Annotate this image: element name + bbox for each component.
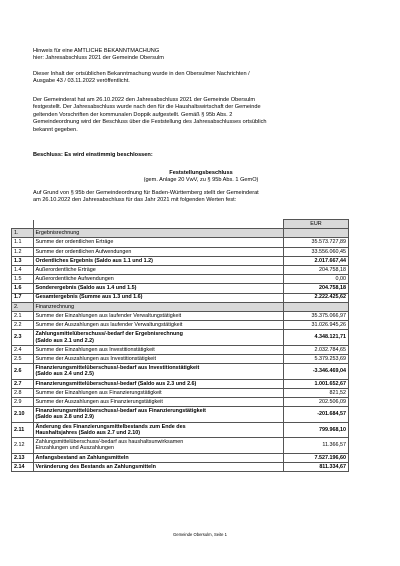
table-row <box>12 238 349 247</box>
table-row <box>12 256 349 265</box>
row-value: 5.379.253,69 <box>284 354 349 363</box>
row-label <box>33 345 284 354</box>
row-value: 821,52 <box>284 388 349 397</box>
lead-line-2: am 26.10.2022 den Jahresabschluss für das Jahr 2021 mit folgenden Werten fest: <box>33 197 237 204</box>
table-row <box>12 422 349 438</box>
decision-subtitle: (gem. Anlage 20 VwV, zu § 95b Abs. 1 GemO) <box>143 177 259 184</box>
row-label <box>33 321 284 330</box>
row-label <box>33 422 284 438</box>
decision-heading <box>33 170 369 185</box>
row-value: 202.506,09 <box>284 398 349 407</box>
table-row <box>12 364 349 380</box>
row-number: 2.4 <box>12 345 34 354</box>
row-number: 2.5 <box>12 354 34 363</box>
row-number: 2.8 <box>12 388 34 397</box>
table-row <box>12 293 349 302</box>
financial-table <box>11 219 349 472</box>
council-line-4: Gemeindeordnung wird der Beschluss über die Feststellung des Jahresabschlusses ortsüblich <box>33 119 267 126</box>
table-row <box>12 438 349 454</box>
row-label-line-1: Finanzierungsmittelüberschuss/-bedarf aus Investitionstätigkeit <box>35 365 200 372</box>
row-label-line-1: Anfangsbestand an Zahlungsmitteln <box>35 454 129 461</box>
row-number: 1.3 <box>12 256 34 265</box>
row-label <box>33 330 284 346</box>
row-label <box>33 462 284 471</box>
row-label <box>33 398 284 407</box>
row-label-line-2: Haushaltsjahres (Saldo aus 2.7 und 2.10) <box>35 429 141 436</box>
row-label-line-1: Ergebnisrechnung <box>35 230 80 237</box>
lead-paragraph <box>33 190 369 205</box>
table-header-row <box>12 220 349 229</box>
row-label-line-1: Veränderung des Bestands an Zahlungsmitteln <box>35 463 156 470</box>
row-label-line-1: Sonderergebnis (Saldo aus 1.4 und 1.5) <box>35 285 137 292</box>
resolution-text: Beschluss: Es wird einstimmig beschlossen: <box>33 152 153 158</box>
table-row <box>12 330 349 346</box>
row-value: 11.366,57 <box>284 438 349 454</box>
row-number: 2.11 <box>12 422 34 438</box>
table-row <box>12 345 349 354</box>
section-row <box>12 302 349 311</box>
row-number: 2.6 <box>12 364 34 380</box>
row-label <box>33 256 284 265</box>
row-label <box>33 302 284 311</box>
table-row <box>12 311 349 320</box>
row-label <box>33 265 284 274</box>
row-value: 799.968,10 <box>284 422 349 438</box>
row-value: 7.527.196,60 <box>284 453 349 462</box>
row-label <box>33 453 284 462</box>
row-number: 2.3 <box>12 330 34 346</box>
row-number: 2.2 <box>12 321 34 330</box>
row-value: 2.017.667,44 <box>284 256 349 265</box>
row-label <box>33 275 284 284</box>
row-label <box>33 438 284 454</box>
row-label <box>33 407 284 423</box>
table-row <box>12 462 349 471</box>
row-label-line-2: (Saldo aus 2.4 und 2.5) <box>35 371 94 378</box>
row-label <box>33 364 284 380</box>
row-number: 1.1 <box>12 238 34 247</box>
row-label-line-1: Summe der Einzahlungen aus laufender Verwaltungstätigkeit <box>35 312 182 319</box>
row-label <box>33 354 284 363</box>
row-label-line-1: Finanzierungsmittelüberschuss/-bedarf (Saldo aus 2.3 und 2.6) <box>35 380 197 387</box>
table-row <box>12 354 349 363</box>
intro-paragraph <box>33 71 369 86</box>
table-row <box>12 284 349 293</box>
row-label-line-1: Summe der Einzahlungen aus Investitionstätigkeit <box>35 346 155 353</box>
row-label-line-2: (Saldo aus 2.1 und 2.2) <box>35 337 94 344</box>
notice-heading <box>33 48 369 63</box>
row-number: 1.4 <box>12 265 34 274</box>
row-value: 4.348.121,71 <box>284 330 349 346</box>
row-label-line-1: Summe der Auszahlungen aus Investitionstätigkeit <box>35 355 156 362</box>
table-row <box>12 265 349 274</box>
page-footer: Gemeinde Obersulm, Seite 1 <box>173 532 227 537</box>
row-label <box>33 379 284 388</box>
row-label-line-1: Summe der Auszahlungen aus laufender Verwaltungstätigkeit <box>35 322 183 329</box>
table-row <box>12 388 349 397</box>
row-value: 35.375.066,97 <box>284 311 349 320</box>
table-row <box>12 453 349 462</box>
lead-line-1: Auf Grund von § 95b der Gemeindeordnung für Baden-Württemberg stellt der Gemeinderat <box>33 190 259 196</box>
row-value: 2.222.425,62 <box>284 293 349 302</box>
row-number: 2.13 <box>12 453 34 462</box>
intro-line-2: Ausgabe 43 / 03.11.2022 veröffentlicht. <box>33 78 130 85</box>
heading-line-2: hier: Jahresabschluss 2021 der Gemeinde Obersulm <box>33 55 164 62</box>
row-label-line-1: Außerordentliche Erträge <box>35 266 96 273</box>
row-label-line-1: Zahlungsmittelüberschuss/-bedarf aus haushaltsunwirksamen <box>35 439 184 446</box>
row-value: 2.032.784,65 <box>284 345 349 354</box>
row-label-line-1: Gesamtergebnis (Summe aus 1.3 und 1.6) <box>35 294 143 301</box>
council-paragraph <box>33 97 369 134</box>
section-row <box>12 229 349 238</box>
row-label-line-1: Summe der ordentlichen Aufwendungen <box>35 248 132 255</box>
table-row <box>12 321 349 330</box>
row-label <box>33 284 284 293</box>
row-label <box>33 247 284 256</box>
row-value: 0,00 <box>284 275 349 284</box>
table-row <box>12 398 349 407</box>
row-label-line-2: (Saldo aus 2.8 und 2.9) <box>35 414 94 421</box>
row-value: 811.334,67 <box>284 462 349 471</box>
row-value: 204.758,18 <box>284 265 349 274</box>
row-label-line-2: Einzahlungen und Auszahlungen <box>35 445 115 452</box>
row-label <box>33 388 284 397</box>
row-value: 35.573.727,89 <box>284 238 349 247</box>
row-label <box>33 311 284 320</box>
row-value: 33.556.060,45 <box>284 247 349 256</box>
row-number: 1.2 <box>12 247 34 256</box>
row-number: 2.10 <box>12 407 34 423</box>
council-line-2: festgestellt. Der Jahresabschluss wurde nach den für die Haushaltswirtschaft der Gemeinde <box>33 104 261 111</box>
currency-header: EUR <box>284 220 349 229</box>
row-label-line-1: Änderung des Finanzierungsmittelbestands zum Ende des <box>35 423 186 430</box>
row-number: 1. <box>12 229 34 238</box>
decision-title: Feststellungsbeschluss <box>169 170 233 176</box>
table-row <box>12 275 349 284</box>
row-value: 204.758,18 <box>284 284 349 293</box>
row-label <box>33 238 284 247</box>
row-number: 2.9 <box>12 398 34 407</box>
row-value: 31.026.945,26 <box>284 321 349 330</box>
table-row <box>12 379 349 388</box>
header-blank-cell <box>33 220 284 229</box>
council-line-5: bekannt gegeben. <box>33 126 78 133</box>
row-label <box>33 293 284 302</box>
row-value: -201.684,57 <box>284 407 349 423</box>
row-value <box>284 302 349 311</box>
row-label-line-1: Außerordentliche Aufwendungen <box>35 276 114 283</box>
council-line-1: Der Gemeinderat hat am 26.10.2022 den Jahresabschluss 2021 der Gemeinde Obersulm <box>33 97 256 103</box>
row-label-line-1: Finanzrechnung <box>35 303 75 310</box>
row-label-line-1: Summe der Auszahlungen aus Finanzierungstätigkeit <box>35 398 163 405</box>
row-value: -3.346.469,04 <box>284 364 349 380</box>
row-number: 2. <box>12 302 34 311</box>
row-number: 1.7 <box>12 293 34 302</box>
heading-line-1: Hinweis für eine AMTLICHE BEKANNTMACHUNG <box>33 48 160 54</box>
row-label-line-1: Zahlungsmittelüberschuss/-bedarf der Ergebnisrechnung <box>35 331 183 338</box>
row-number: 1.5 <box>12 275 34 284</box>
row-value <box>284 229 349 238</box>
row-value: 1.001.652,67 <box>284 379 349 388</box>
table-row <box>12 247 349 256</box>
row-label-line-1: Ordentliches Ergebnis (Saldo aus 1.1 und 1.2) <box>35 257 153 264</box>
row-number: 2.1 <box>12 311 34 320</box>
row-number: 2.14 <box>12 462 34 471</box>
row-number: 2.7 <box>12 379 34 388</box>
table-row <box>12 407 349 423</box>
council-line-3: geltenden Vorschriften der kommunalen Doppik aufgestellt. Gemäß § 95b Abs. 2 <box>33 111 233 118</box>
intro-line-1: Dieser Inhalt der ortsüblichen Bekanntmachung wurde in den Obersulmer Nachrichten / <box>33 71 250 77</box>
header-blank-cell <box>12 220 34 229</box>
row-label-line-1: Finanzierungsmittelüberschuss/-bedarf aus Finanzierungstätigkeit <box>35 408 206 415</box>
row-label-line-1: Summe der ordentlichen Erträge <box>35 239 114 246</box>
row-number: 1.6 <box>12 284 34 293</box>
row-label-line-1: Summe der Einzahlungen aus Finanzierungstätigkeit <box>35 389 162 396</box>
row-label <box>33 229 284 238</box>
row-number: 2.12 <box>12 438 34 454</box>
